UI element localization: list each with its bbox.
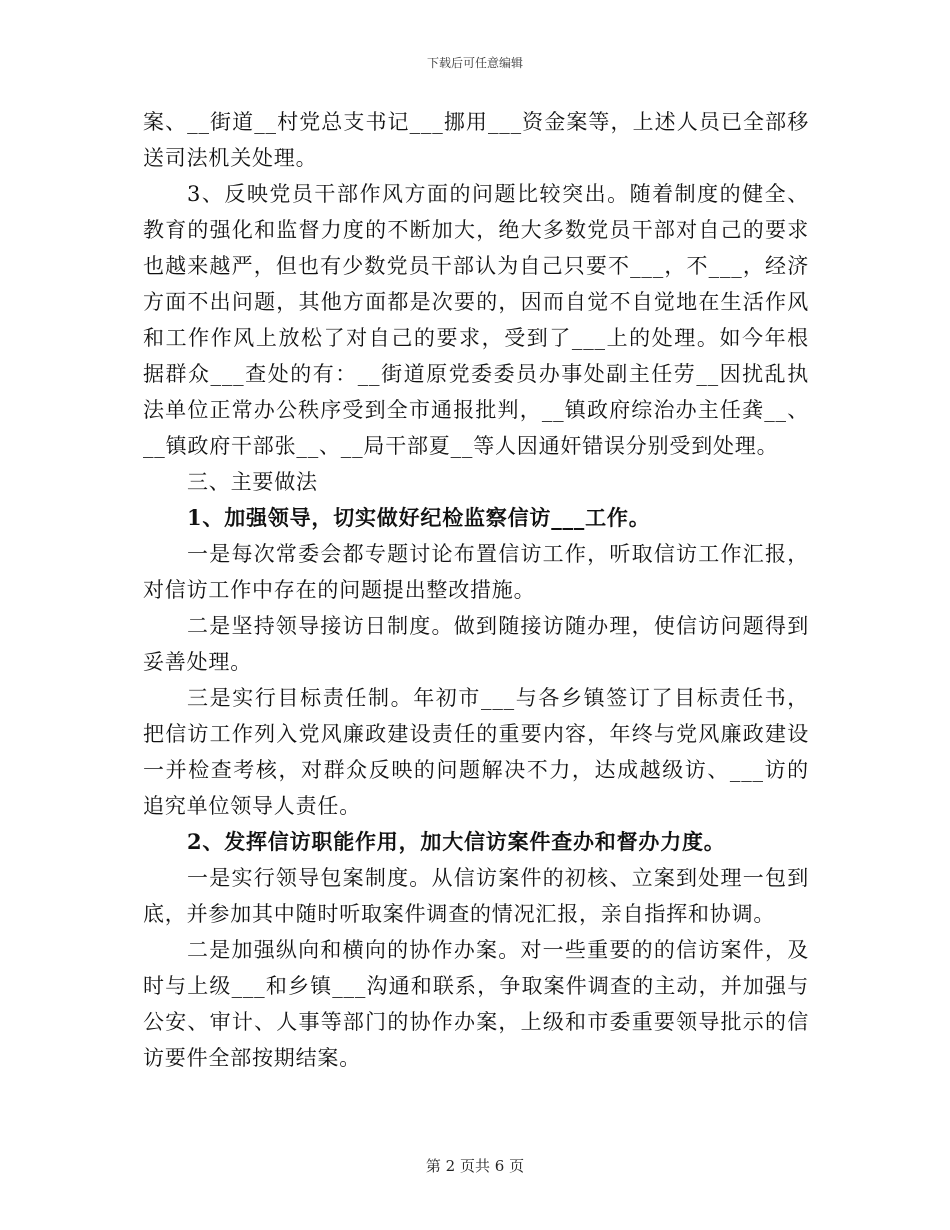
document-body xyxy=(143,104,809,1076)
subheading-2: 2、发挥信访职能作用，加大信访案件查办和督办力度。 xyxy=(187,829,726,854)
page-header: 下载后可任意编辑 xyxy=(426,56,523,70)
paragraph-item-3: 3、反映党员干部作风方面的问题比较突出。随着制度的健全、教育的强化和监督力度的不断加大，绝大多数党员干部对自己的要求也越来越严，但也有少数党员干部认为自己只要不___，不___，经济方面不出问题，其他方面都是次要的，因而自觉不自觉地在生活作风和工作作风上放松了对自己的要求，受到了___上的处理。如今年根据群众___查处的有：__街道原党委委员办事处副主任劳__因扰乱执法单位正常办公秩序受到全市通报批判，__镇政府综治办主任龚__、__镇政府干部张__、__局干部夏__等人因通奸错误分别受到处理。 xyxy=(143,182,809,458)
section-heading-main-practices: 三、主要做法 xyxy=(187,470,318,494)
page-footer: 第 2 页共 6 页 xyxy=(425,1157,525,1175)
paragraph-case-leadership: 一是实行领导包案制度。从信访案件的初核、立案到处理一包到底，并参加其中随时听取案件调查的情况汇报，亲自指挥和协调。 xyxy=(143,866,809,926)
paragraph-first-point: 一是每次常委会都专题讨论布置信访工作，听取信访工作汇报，对信访工作中存在的问题提出整改措施。 xyxy=(143,542,809,602)
paragraph-second-point: 二是坚持领导接访日制度。做到随接访随办理，使信访问题得到妥善处理。 xyxy=(143,614,809,674)
paragraph-third-point: 三是实行目标责任制。年初市___与各乡镇签订了目标责任书，把信访工作列入党风廉政建设责任的重要内容，年终与党风廉政建设一并检查考核，对群众反映的问题解决不力，达成越级访、___访的追究单位领导人责任。 xyxy=(143,686,809,818)
subheading-1: 1、加强领导，切实做好纪检监察信访___工作。 xyxy=(187,505,651,530)
paragraph-collaboration: 二是加强纵向和横向的协作办案。对一些重要的的信访案件，及时与上级___和乡镇___沟通和联系，争取案件调查的主动，并加强与公安、审计、人事等部门的协作办案，上级和市委重要领导批示的信访要件全部按期结案。 xyxy=(143,938,809,1070)
paragraph-continuation: 案、__街道__村党总支书记___挪用___资金案等，上述人员已全部移送司法机关处理。 xyxy=(143,110,809,170)
